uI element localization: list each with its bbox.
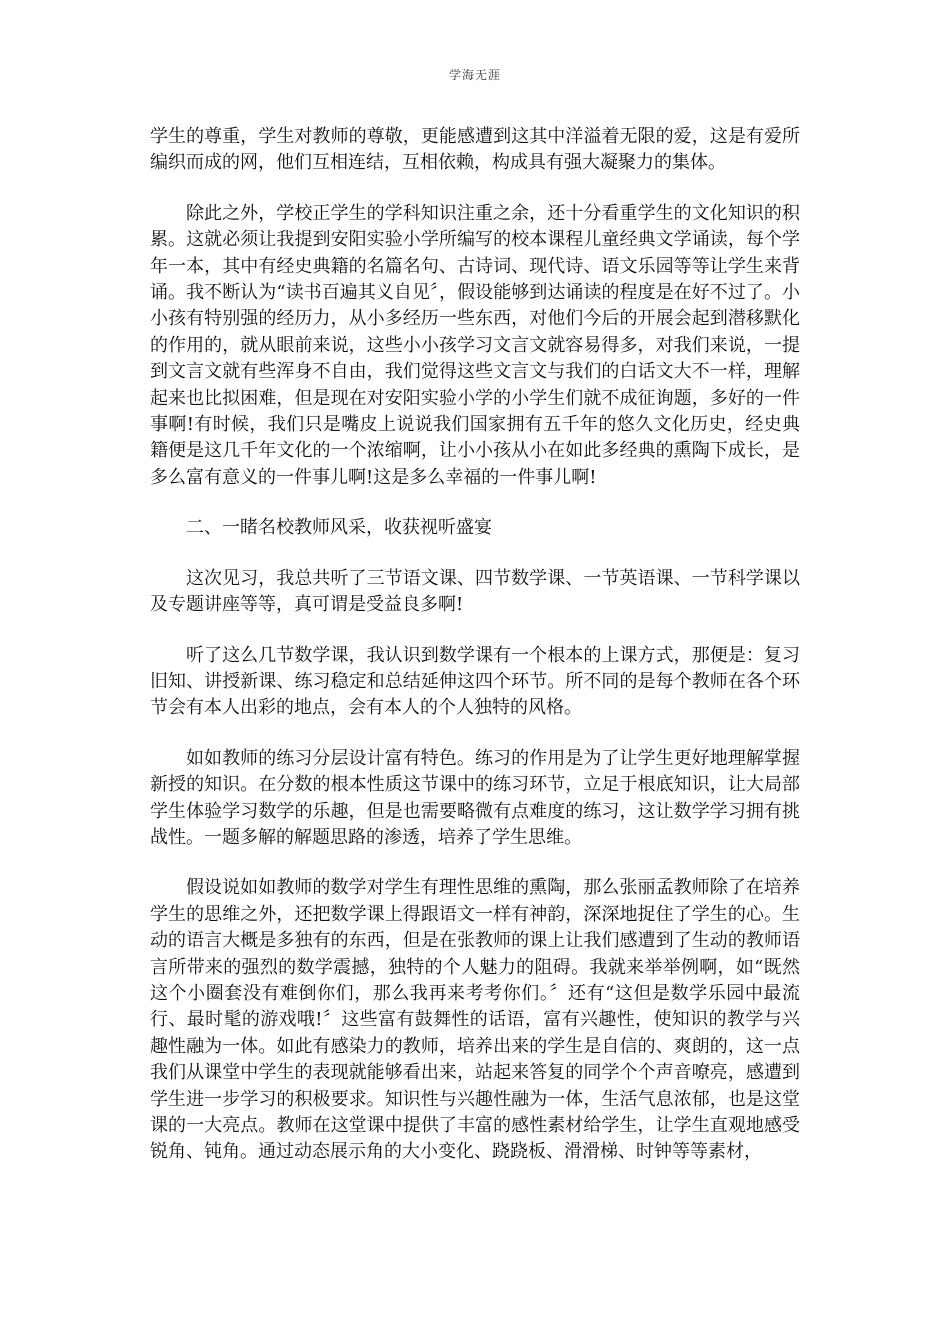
- page-header: 学海无涯: [448, 68, 501, 82]
- paragraph-teacher-style: 假设说如如教师的数学对学生有理性思维的熏陶，那么张丽孟教师除了在培养学生的思维之外，还把数学课上得跟语文一样有神韵，深深地捉住了学生的心。生动的语言大概是多独有的东西，但是在张教师的课上让我们感遭到了生动的教师语言所带来的强烈的数学震撼，独特的个人魅力的阻碍。我就来举举例啊，如“既然这个小圈套没有难倒你们，那么我再来考考你们。〞还有“这但是数学乐园中最流行、最时髦的游戏哦!〞这些富有鼓舞性的话语，富有兴趣性，使知识的教学与兴趣性融为一体。如此有感染力的教师，培养出来的学生是自信的、爽朗的，这一点我们从课堂中学生的表现就能够看出来，站起来答复的同学个个声音嘹亮，感遭到学生进一步学习的积极要求。知识性与兴趣性融为一体，生活气息浓郁，也是这堂课的一大亮点。教师在这堂课中提供了丰富的感性素材给学生，让学生直观地感受锐角、钝角。通过动态展示角的大小变化、跷跷板、滑滑梯、时钟等等素材，: [150, 877, 800, 1163]
- paragraph-exercise-design: 如如教师的练习分层设计富有特色。练习的作用是为了让学生更好地理解掌握新授的知识。在分数的根本性质这节课中的练习环节，立足于根底知识，让大局部学生体验学习数学的乐趣，但是也需要略微有点难度的练习，这让数学学习拥有挑战性。一题多解的解题思路的渗透，培养了学生思维。: [150, 747, 800, 848]
- section-heading: 二、一睹名校教师风采，收获视听盛宴: [186, 517, 492, 539]
- paragraph-continued: 学生的尊重，学生对教师的尊敬，更能感遭到这其中洋溢着无限的爱，这是有爱所编织而成的网，他们互相连结，互相依赖，构成具有强大凝聚力的集体。: [150, 126, 800, 174]
- document-body: [150, 124, 800, 1190]
- paragraph-culture: 除此之外，学校正学生的学科知识注重之余，还十分看重学生的文化知识的积累。这就必须让我提到安阳实验小学所编写的校本课程儿童经典文学诵读，每个学年一本，其中有经史典籍的名篇名句、古诗词、现代诗、语文乐园等等让学生来背诵。我不断认为“读书百遍其义自见〞，假设能够到达诵读的程度是在好不过了。小小孩有特别强的经历力，从小多经历一些东西，对他们今后的开展会起到潜移默化的作用的，就从眼前来说，这些小小孩学习文言文就容易得多，对我们来说，一提到文言文就有些浑身不自由，我们觉得这些文言文与我们的白话文大不一样，理解起来也比拟困难，但是现在对安阳实验小学的小学生们就不成征询题，多好的一件事啊!有时候，我们只是嘴皮上说说我们国家拥有五千年的悠久文化历史，经史典籍便是这几千年文化的一个浓缩啊，让小小孩从小在如此多经典的熏陶下成长，是多么富有意义的一件事儿啊!这是多么幸福的一件事儿啊!: [150, 202, 800, 488]
- paragraph-observation: 这次见习，我总共听了三节语文课、四节数学课、一节英语课、一节科学课以及专题讲座等等，真可谓是受益良多啊!: [150, 567, 800, 616]
- paragraph-math-structure: 听了这么几节数学课，我认识到数学课有一个根本的上课方式，那便是：复习旧知、讲授新课、练习稳定和总结延伸这四个环节。所不同的是每个教师在各个环节会有本人出彩的地点，会有本人的个人独特的风格。: [150, 644, 800, 719]
